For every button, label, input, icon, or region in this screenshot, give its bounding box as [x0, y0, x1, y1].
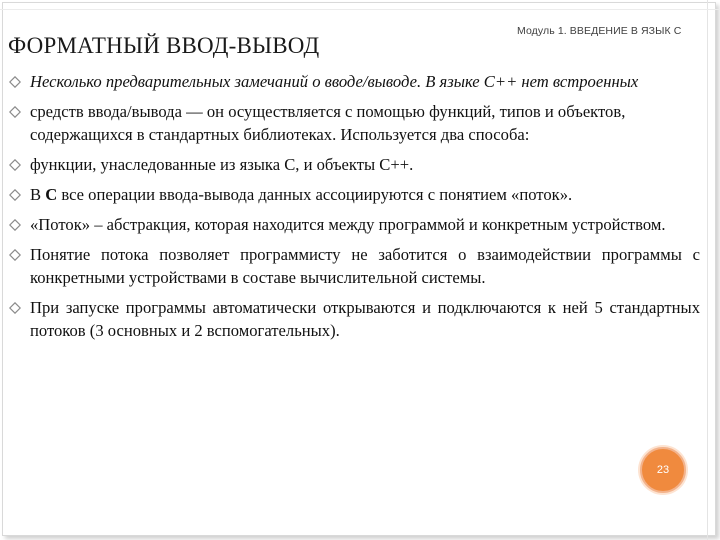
hollow-diamond-bullet-icon	[9, 76, 21, 88]
bullet-item	[0, 70, 700, 93]
bullet-item	[0, 296, 700, 342]
bullet-text: функции, унаследованные из языка С, и объекты С++.	[30, 155, 414, 174]
slide-top-line	[0, 9, 720, 10]
hollow-diamond-bullet-icon	[9, 302, 21, 314]
bullet-text-bold-c: С	[45, 185, 58, 204]
bullet-item	[0, 213, 700, 236]
slide-right-edge-line	[707, 0, 718, 540]
page-number: 23	[656, 464, 670, 476]
bullet-text: При запуске программы автоматически открываются и подключаются к ней 5 стандартных потоков (3 основных и 2 вспомогательных).	[30, 298, 700, 340]
bullet-item	[0, 183, 700, 206]
hollow-diamond-bullet-icon	[9, 159, 21, 171]
bullet-item	[0, 100, 700, 146]
bullet-text-pre: В	[30, 185, 46, 204]
bullet-item	[0, 153, 700, 176]
page-number-badge	[640, 447, 686, 493]
module-label: Модуль 1. ВВЕДЕНИЕ В ЯЗЫК С	[517, 25, 682, 37]
bullet-text: «Поток» – абстракция, которая находится между программой и конкретным устройством.	[30, 215, 666, 234]
hollow-diamond-bullet-icon	[9, 189, 21, 201]
bullet-text: средств ввода/вывода — он осуществляется с помощью функций, типов и объектов, содержащихся в стандартных библиотеках. Используется два способа:	[30, 102, 626, 144]
hollow-diamond-bullet-icon	[9, 249, 21, 261]
bullet-text: Понятие потока позволяет программисту не заботится о взаимодействии программы с конкретными устройствами в составе вычислительной системы.	[30, 245, 700, 287]
bullet-text: Несколько предварительных замечаний о вводе/выводе. В языке С++ нет встроенных	[30, 72, 639, 91]
bullet-text-post: все операции ввода-вывода данных ассоциируются с понятием «поток».	[57, 185, 573, 204]
hollow-diamond-bullet-icon	[9, 219, 21, 231]
bullet-item	[0, 243, 700, 289]
hollow-diamond-bullet-icon	[9, 106, 21, 118]
bullet-list	[0, 70, 700, 349]
slide-title: ФОРМАТНЫЙ ВВОД-ВЫВОД	[8, 33, 320, 58]
